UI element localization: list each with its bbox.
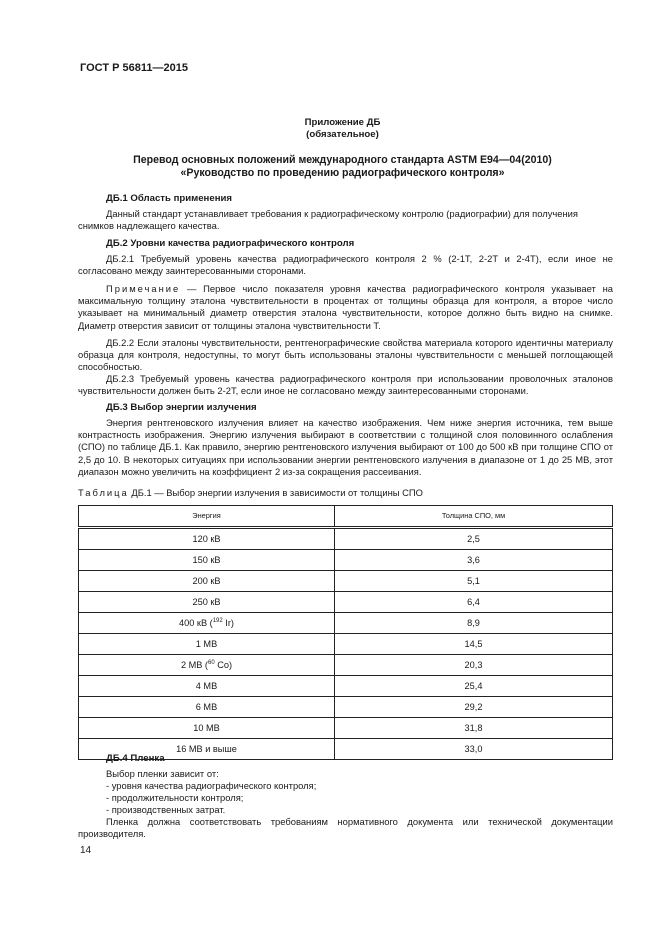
table-row bbox=[79, 550, 613, 571]
db4-list-item: - уровня качества радиографического контроля; bbox=[106, 780, 317, 791]
db4-paragraph bbox=[78, 816, 613, 840]
energy-cell bbox=[79, 571, 335, 592]
section-heading-db3: ДБ.3 Выбор энергии излучения bbox=[106, 402, 257, 413]
energy-cell bbox=[79, 550, 335, 571]
section-heading-db2: ДБ.2 Уровни качества радиографического контроля bbox=[106, 238, 355, 249]
db3-paragraph: Энергия рентгеновского излучения влияет на качество изображения. Чем ниже энергия источника, тем выше контрастность изображения. Энергию излучения выбирают в соответствии с толщиной слоя половинного ослабления (СПО) по таблице ДБ.1. Как правило, энергию рентгеновского излучения выбирают от 100 до 500 кВ при толщине СПО от 2,5 до 10. В некоторых ситуациях при использовании энергии рентгеновского излучения в диапазоне от 1 до 25 МВ, этот диапазон можно увеличить на коэффициент 2 из-за сокращения рассеивания. bbox=[78, 417, 613, 477]
table-row bbox=[79, 718, 613, 739]
note-text: — Первое число показателя уровня качества радиографического контроля указывает на максимальную толщину эталона чувствительности в процентах от толщины образца для контроля, а второе число указывает на минимальный диаметр отверстия эталона чувствительности, которое должно быть видно на снимке. Диаметр отверстия зависит от толщины эталона чувствительности Т. bbox=[78, 283, 613, 331]
energy-table bbox=[78, 505, 613, 760]
appendix-status: (обязательное) bbox=[306, 129, 379, 140]
thickness-cell: 25,4 bbox=[335, 676, 613, 697]
thickness-cell: 29,2 bbox=[335, 697, 613, 718]
col-header-energy: Энергия bbox=[79, 506, 335, 528]
isotope-symbol: Co) bbox=[214, 659, 233, 670]
energy-value: 2 МВ ( bbox=[180, 659, 208, 670]
thickness-cell: 33,0 bbox=[335, 739, 613, 760]
table-row bbox=[79, 592, 613, 613]
table-row bbox=[79, 676, 613, 697]
section-heading-db1: ДБ.1 Область применения bbox=[106, 193, 232, 204]
db1-line2: снимков надлежащего качества. bbox=[78, 220, 220, 232]
db2-2-paragraph: ДБ.2.2 Если эталоны чувствительности, рентгенографические свойства материала которого идентичны материалу образца для контроля, недоступны, то могут быть использованы эталоны чувствительности с меньшей поглощающей способностью. bbox=[78, 337, 613, 373]
table-header-row bbox=[79, 506, 613, 528]
energy-cell bbox=[79, 697, 335, 718]
page-number: 14 bbox=[80, 845, 92, 856]
db2-1-paragraph: ДБ.2.1 Требуемый уровень качества радиографического контроля 2 % (2-1Т, 2-2Т и 2-4Т), если иное не согласовано между заинтересованными сторонами. bbox=[78, 253, 613, 277]
energy-value: 200 кВ bbox=[192, 575, 221, 586]
table-row bbox=[79, 634, 613, 655]
thickness-cell: 31,8 bbox=[335, 718, 613, 739]
table-caption-text: ДБ.1 — Выбор энергии излучения в зависимости от толщины СПО bbox=[128, 487, 423, 498]
energy-value: 4 МВ bbox=[195, 680, 218, 691]
thickness-cell: 20,3 bbox=[335, 655, 613, 676]
energy-value: 400 кВ ( bbox=[179, 617, 213, 628]
thickness-cell: 8,9 bbox=[335, 613, 613, 634]
isotope-mass-number: 192 bbox=[212, 617, 223, 624]
db4-intro: Выбор пленки зависит от: bbox=[106, 768, 219, 779]
table-row bbox=[79, 613, 613, 634]
energy-value: 120 кВ bbox=[192, 533, 221, 544]
db1-line1: Данный стандарт устанавливает требования к радиографическому контролю (радиографии) для получения bbox=[106, 208, 578, 219]
main-title-line1: Перевод основных положений международного стандарта ASTM E94—04(2010) bbox=[133, 154, 552, 166]
energy-cell bbox=[79, 592, 335, 613]
main-title-line2: «Руководство по проведению радиографического контроля» bbox=[180, 167, 505, 179]
thickness-cell: 5,1 bbox=[335, 571, 613, 592]
db4-list-item: - производственных затрат. bbox=[106, 804, 226, 815]
energy-value: 250 кВ bbox=[192, 596, 221, 607]
thickness-cell: 2,5 bbox=[335, 528, 613, 550]
note-label: Примечание bbox=[106, 283, 181, 294]
energy-value: 150 кВ bbox=[192, 554, 221, 565]
energy-cell bbox=[79, 613, 335, 634]
energy-cell bbox=[79, 655, 335, 676]
energy-cell bbox=[79, 718, 335, 739]
energy-cell bbox=[79, 634, 335, 655]
table-row bbox=[79, 655, 613, 676]
energy-cell bbox=[79, 676, 335, 697]
section-db1-paragraph bbox=[78, 208, 613, 232]
thickness-cell: 14,5 bbox=[335, 634, 613, 655]
table-caption-label: Таблица bbox=[78, 487, 129, 498]
energy-value: 10 МВ bbox=[193, 722, 220, 733]
thickness-cell: 3,6 bbox=[335, 550, 613, 571]
col-header-thickness: Толщина СПО, мм bbox=[335, 506, 613, 528]
isotope-mass-number: 60 bbox=[208, 659, 215, 666]
document-id: ГОСТ Р 56811—2015 bbox=[80, 62, 188, 74]
db4-list-item: - продолжительности контроля; bbox=[106, 792, 244, 803]
db2-note bbox=[78, 283, 613, 332]
appendix-title: Приложение ДБ bbox=[304, 117, 381, 128]
isotope-symbol: Ir) bbox=[222, 617, 234, 628]
table-caption bbox=[78, 487, 423, 499]
energy-value: 6 МВ bbox=[195, 701, 218, 712]
table-row bbox=[79, 528, 613, 550]
energy-value: 16 МВ и выше bbox=[176, 743, 237, 754]
energy-value: 1 МВ bbox=[195, 638, 218, 649]
table-row bbox=[79, 697, 613, 718]
db4-line2: производителя. bbox=[78, 828, 146, 840]
section-heading-db4: ДБ.4 Пленка bbox=[106, 753, 165, 764]
db4-line1: Пленка должна соответствовать требованиям нормативного документа или технической документации bbox=[106, 816, 613, 827]
db2-3-paragraph: ДБ.2.3 Требуемый уровень качества радиографического контроля при использовании проволочных эталонов чувствительности должен быть 2-2Т, если иное не согласовано между заинтересованными сторонами. bbox=[78, 373, 613, 397]
thickness-cell: 6,4 bbox=[335, 592, 613, 613]
table-row bbox=[79, 571, 613, 592]
energy-cell bbox=[79, 528, 335, 550]
